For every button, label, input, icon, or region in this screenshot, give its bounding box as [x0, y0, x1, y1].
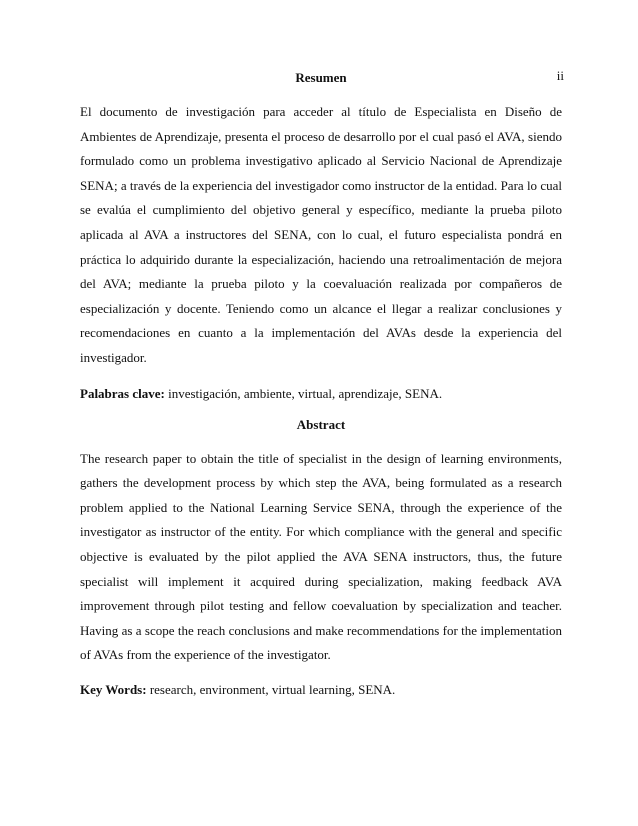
abstract-heading: Abstract: [296, 416, 346, 432]
abstract-paragraph: The research paper to obtain the title of specialist in the design of learning environments, gathers the development process by which step the AVA, being formulated as a research problem applied to the National Learning Service SENA, through the experience of the investigator as instructor of the entity. For which compliance with the general and specific objective is evaluated by the pilot applied the AVA SENA instructors, thus, the future specialist will implement it acquired during specialization, making feedback AVA improvement through pilot testing and fellow coevaluation by specialization and teacher. Having as a scope the reach conclusions and make recommendations for the implementation of AVAs from the experience of the investigator.: [80, 450, 562, 663]
palabras-clave-values: investigación, ambiente, virtual, aprendizaje, SENA.: [164, 385, 443, 401]
resumen-paragraph: El documento de investigación para acceder al título de Especialista en Diseño de Ambientes de Aprendizaje, presenta el proceso de desarrollo por el cual pasó el AVA, siendo formulado como un problema investigativo aplicado al Servicio Nacional de Aprendizaje SENA; a través de la experiencia del investigador como instructor de la entidad. Para lo cual se evalúa el cumplimiento del objetivo general y específico, mediante la prueba piloto aplicada al AVA a instructores del SENA, con lo cual, el futuro especialista pondrá en práctica lo adquirido durante la especialización, haciendo una retroalimentación de mejora del AVA; mediante la prueba piloto y la coevaluación realizada por compañeros de especialización y docente. Teniendo como un alcance el llegar a realizar conclusiones y recomendaciones en cuanto a la implementación del AVAs desde la experiencia del investigador.: [80, 104, 562, 365]
key-words-line: [80, 681, 562, 699]
palabras-clave-label: Palabras clave:: [80, 385, 165, 401]
resumen-heading: Resumen: [295, 70, 347, 85]
page-number: ii: [556, 68, 564, 83]
palabras-clave-line: [80, 385, 562, 403]
key-words-label: Key Words:: [80, 681, 147, 697]
page-content: [80, 70, 562, 699]
key-words-values: research, environment, virtual learning, SENA.: [146, 681, 396, 697]
